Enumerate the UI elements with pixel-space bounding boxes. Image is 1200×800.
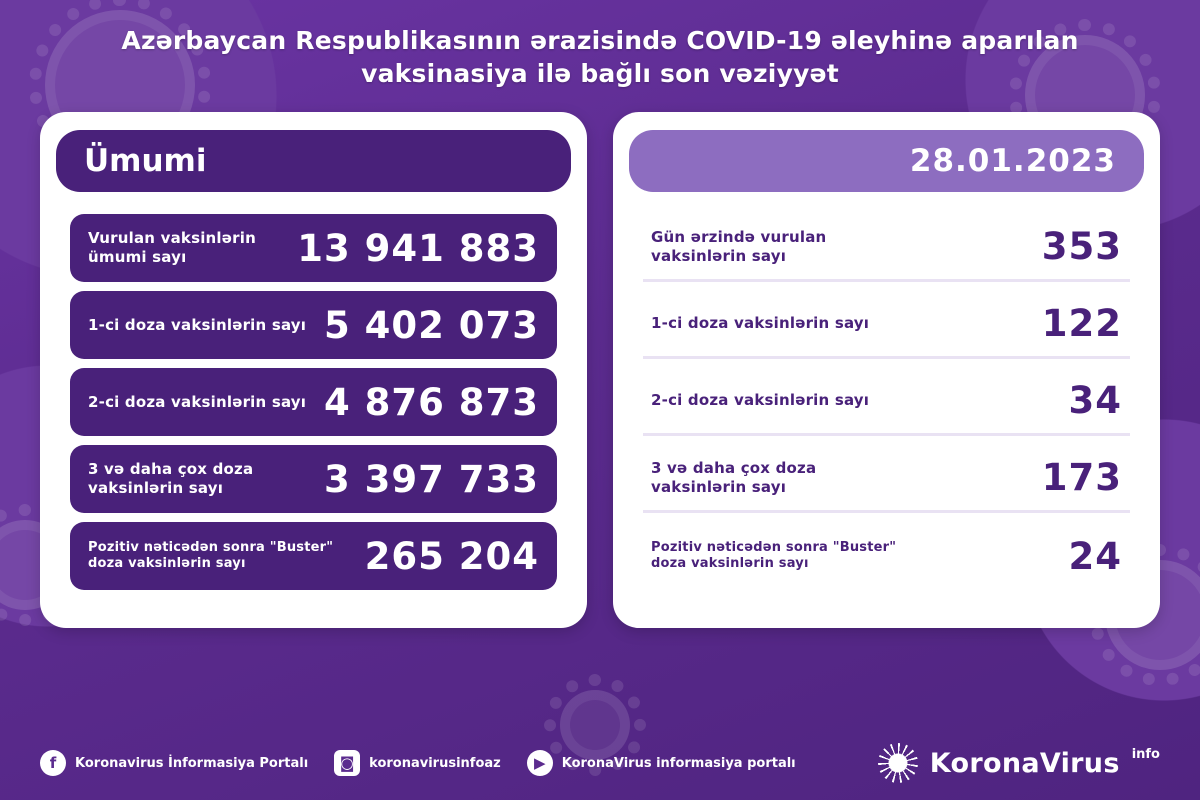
brand-name: KoronaVirus — [929, 747, 1120, 779]
date-header: 28.01.2023 — [629, 130, 1144, 192]
row-value: 3 397 733 — [324, 457, 539, 501]
daily-panel — [613, 112, 1160, 628]
row-value: 24 — [1068, 534, 1122, 578]
row-label: 1-ci doza vaksinlərin sayı — [651, 314, 870, 333]
table-row — [70, 214, 557, 282]
table-row — [70, 445, 557, 513]
table-row — [643, 368, 1130, 436]
row-value: 4 876 873 — [324, 380, 539, 424]
table-row — [70, 522, 557, 590]
instagram-icon: ◙ — [334, 750, 360, 776]
table-row — [643, 291, 1130, 359]
daily-rows — [629, 200, 1144, 606]
row-label: 2-ci doza vaksinlərin sayı — [651, 391, 870, 410]
total-column — [40, 112, 587, 628]
total-header: Ümumi — [56, 130, 571, 192]
row-value: 34 — [1068, 379, 1122, 422]
table-row — [70, 368, 557, 436]
row-value: 353 — [1041, 225, 1122, 268]
footer — [0, 726, 1200, 800]
row-label: Pozitiv nəticədən sonra "Buster" doza vaksinlərin sayı — [651, 539, 897, 571]
row-label: Pozitiv nəticədən sonra "Buster" doza vaksinlərin sayı — [88, 539, 334, 571]
table-row — [70, 291, 557, 359]
row-value: 122 — [1041, 302, 1122, 345]
sun-virus-icon — [878, 743, 918, 783]
table-row — [643, 214, 1130, 282]
daily-column — [613, 112, 1160, 628]
social-label: Koronavirus İnformasiya Portalı — [75, 755, 309, 771]
brand-suffix: info — [1131, 747, 1160, 762]
row-label: Vurulan vaksinlərin ümumi sayı — [88, 229, 256, 266]
row-label: 3 və daha çox doza vaksinlərin sayı — [88, 460, 254, 497]
row-label: Gün ərzində vurulan vaksinlərin sayı — [651, 227, 827, 265]
row-value: 13 941 883 — [297, 226, 539, 270]
social-label: KoronaVirus informasiya portalı — [561, 755, 796, 771]
social-youtube[interactable] — [527, 750, 796, 776]
page-title: Azərbaycan Respublikasının ərazisində COVID-19 əleyhinə aparılan vaksinasiya ilə bağlı son vəziyyət — [121, 26, 1079, 88]
youtube-icon: ▶ — [527, 750, 553, 776]
table-row — [643, 522, 1130, 590]
total-panel — [40, 112, 587, 628]
social-facebook[interactable] — [40, 750, 308, 776]
row-value: 5 402 073 — [324, 303, 539, 347]
social-instagram[interactable] — [334, 750, 501, 776]
row-label: 2-ci doza vaksinlərin sayı — [88, 392, 307, 411]
row-label: 3 və daha çox doza vaksinlərin sayı — [651, 458, 817, 496]
row-label: 1-ci doza vaksinlərin sayı — [88, 315, 307, 334]
panels-container — [0, 90, 1200, 628]
social-links — [40, 750, 796, 776]
social-label: koronavirusinfoaz — [369, 755, 501, 771]
row-value: 173 — [1041, 456, 1122, 499]
facebook-icon: f — [40, 750, 66, 776]
table-row — [643, 445, 1130, 513]
total-rows — [56, 200, 571, 606]
brand-logo[interactable] — [878, 743, 1160, 783]
row-value: 265 204 — [364, 534, 539, 578]
